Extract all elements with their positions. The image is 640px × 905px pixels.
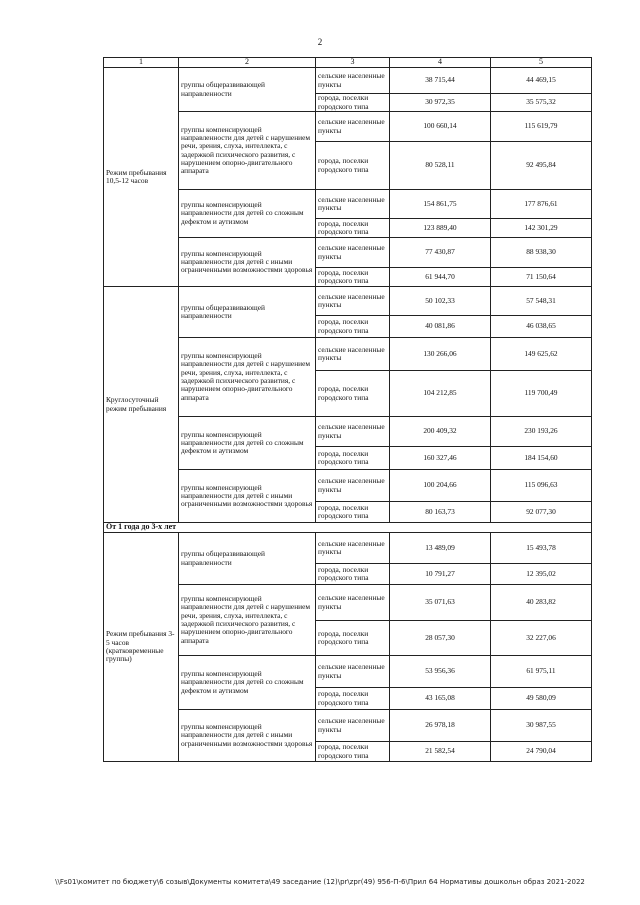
settlement-cell: сельские населенные пункты bbox=[316, 470, 390, 502]
value-cell: 104 212,85 bbox=[390, 371, 491, 417]
settlement-cell: сельские населенные пункты bbox=[316, 338, 390, 371]
settlement-cell: сельские населенные пункты bbox=[316, 585, 390, 621]
value-cell: 49 580,09 bbox=[491, 688, 592, 710]
value-cell: 40 081,86 bbox=[390, 316, 491, 338]
settlement-cell: города, поселки городского типа bbox=[316, 268, 390, 287]
value-cell: 149 625,62 bbox=[491, 338, 592, 371]
section-title: От 1 года до 3-х лет bbox=[104, 523, 592, 533]
value-cell: 77 430,87 bbox=[390, 238, 491, 268]
header-cell: 2 bbox=[179, 58, 316, 68]
value-cell: 44 469,15 bbox=[491, 68, 592, 94]
table-row bbox=[104, 68, 592, 94]
mode-cell: Круглосуточный режим пребывания bbox=[104, 287, 179, 523]
value-cell: 53 956,36 bbox=[390, 656, 491, 688]
group-cell: группы общеразвивающей направленности bbox=[179, 533, 316, 585]
value-cell: 80 163,73 bbox=[390, 502, 491, 523]
mode-cell: Режим пребывания 10,5-12 часов bbox=[104, 68, 179, 287]
settlement-cell: сельские населенные пункты bbox=[316, 112, 390, 142]
value-cell: 200 409,32 bbox=[390, 417, 491, 447]
value-cell: 13 489,09 bbox=[390, 533, 491, 564]
value-cell: 92 077,30 bbox=[491, 502, 592, 523]
header-cell: 4 bbox=[390, 58, 491, 68]
value-cell: 24 790,04 bbox=[491, 742, 592, 762]
value-cell: 100 660,14 bbox=[390, 112, 491, 142]
settlement-cell: города, поселки городского типа bbox=[316, 621, 390, 656]
settlement-cell: города, поселки городского типа bbox=[316, 316, 390, 338]
value-cell: 38 715,44 bbox=[390, 68, 491, 94]
value-cell: 177 876,61 bbox=[491, 190, 592, 219]
section-row bbox=[104, 523, 592, 533]
value-cell: 35 071,63 bbox=[390, 585, 491, 621]
value-cell: 184 154,60 bbox=[491, 447, 592, 470]
group-cell: группы компенсирующей направленности для детей с иными ограниченными возможностями здоровья bbox=[179, 470, 316, 523]
value-cell: 21 582,54 bbox=[390, 742, 491, 762]
value-cell: 130 266,06 bbox=[390, 338, 491, 371]
value-cell: 115 619,79 bbox=[491, 112, 592, 142]
value-cell: 142 301,29 bbox=[491, 219, 592, 238]
settlement-cell: города, поселки городского типа bbox=[316, 742, 390, 762]
value-cell: 15 493,78 bbox=[491, 533, 592, 564]
group-cell: группы компенсирующей направленности для детей со сложным дефектом и аутизмом bbox=[179, 656, 316, 710]
value-cell: 30 987,55 bbox=[491, 710, 592, 742]
settlement-cell: города, поселки городского типа bbox=[316, 371, 390, 417]
value-cell: 30 972,35 bbox=[390, 94, 491, 112]
value-cell: 154 861,75 bbox=[390, 190, 491, 219]
settlement-cell: города, поселки городского типа bbox=[316, 502, 390, 523]
group-cell: группы общеразвивающей направленности bbox=[179, 68, 316, 112]
settlement-cell: города, поселки городского типа bbox=[316, 219, 390, 238]
settlement-cell: сельские населенные пункты bbox=[316, 287, 390, 316]
value-cell: 71 150,64 bbox=[491, 268, 592, 287]
value-cell: 119 700,49 bbox=[491, 371, 592, 417]
value-cell: 230 193,26 bbox=[491, 417, 592, 447]
file-path-footer: \\Fs01\комитет по бюджету\6 созыв\Документы комитета\49 заседание (12)\pr\zpr(49) 956-П-6\Прил 64 Нормативы дошкольн образ 2021-2022 bbox=[55, 878, 585, 886]
settlement-cell: города, поселки городского типа bbox=[316, 94, 390, 112]
value-cell: 61 944,70 bbox=[390, 268, 491, 287]
value-cell: 40 283,82 bbox=[491, 585, 592, 621]
value-cell: 123 889,40 bbox=[390, 219, 491, 238]
value-cell: 160 327,46 bbox=[390, 447, 491, 470]
header-row bbox=[104, 58, 592, 68]
settlement-cell: сельские населенные пункты bbox=[316, 710, 390, 742]
table-row bbox=[104, 533, 592, 564]
group-cell: группы компенсирующей направленности для детей с нарушением речи, зрения, слуха, интеллекта, с задержкой психического развития, с нарушением опорно-двигательного аппарата bbox=[179, 338, 316, 417]
value-cell: 50 102,33 bbox=[390, 287, 491, 316]
settlement-cell: сельские населенные пункты bbox=[316, 533, 390, 564]
group-cell: группы компенсирующей направленности для детей с иными ограниченными возможностями здоровья bbox=[179, 710, 316, 762]
value-cell: 46 038,65 bbox=[491, 316, 592, 338]
group-cell: группы общеразвивающей направленности bbox=[179, 287, 316, 338]
settlement-cell: сельские населенные пункты bbox=[316, 656, 390, 688]
value-cell: 10 791,27 bbox=[390, 564, 491, 585]
page-number: 2 bbox=[317, 37, 323, 47]
group-cell: группы компенсирующей направленности для детей с иными ограниченными возможностями здоровья bbox=[179, 238, 316, 287]
value-cell: 12 395,02 bbox=[491, 564, 592, 585]
norms-table bbox=[103, 57, 592, 762]
settlement-cell: города, поселки городского типа bbox=[316, 564, 390, 585]
value-cell: 61 975,11 bbox=[491, 656, 592, 688]
group-cell: группы компенсирующей направленности для детей со сложным дефектом и аутизмом bbox=[179, 417, 316, 470]
settlement-cell: сельские населенные пункты bbox=[316, 417, 390, 447]
value-cell: 26 978,18 bbox=[390, 710, 491, 742]
value-cell: 28 057,30 bbox=[390, 621, 491, 656]
header-cell: 5 bbox=[491, 58, 592, 68]
settlement-cell: города, поселки городского типа bbox=[316, 688, 390, 710]
settlement-cell: сельские населенные пункты bbox=[316, 68, 390, 94]
value-cell: 57 548,31 bbox=[491, 287, 592, 316]
value-cell: 32 227,06 bbox=[491, 621, 592, 656]
value-cell: 88 938,30 bbox=[491, 238, 592, 268]
value-cell: 43 165,08 bbox=[390, 688, 491, 710]
value-cell: 115 096,63 bbox=[491, 470, 592, 502]
group-cell: группы компенсирующей направленности для детей с нарушением речи, зрения, слуха, интеллекта, с задержкой психического развития, с нарушением опорно-двигательного аппарата bbox=[179, 112, 316, 190]
group-cell: группы компенсирующей направленности для детей с нарушением речи, зрения, слуха, интеллекта, с задержкой психического развития, с нарушением опорно-двигательного аппарата bbox=[179, 585, 316, 656]
settlement-cell: сельские населенные пункты bbox=[316, 238, 390, 268]
value-cell: 35 575,32 bbox=[491, 94, 592, 112]
settlement-cell: сельские населенные пункты bbox=[316, 190, 390, 219]
header-cell: 3 bbox=[316, 58, 390, 68]
table-row bbox=[104, 287, 592, 316]
group-cell: группы компенсирующей направленности для детей со сложным дефектом и аутизмом bbox=[179, 190, 316, 238]
value-cell: 100 204,66 bbox=[390, 470, 491, 502]
value-cell: 92 495,84 bbox=[491, 142, 592, 190]
value-cell: 80 528,11 bbox=[390, 142, 491, 190]
mode-cell: Режим пребывания 3-5 часов (кратковременные группы) bbox=[104, 533, 179, 762]
header-cell: 1 bbox=[104, 58, 179, 68]
settlement-cell: города, поселки городского типа bbox=[316, 142, 390, 190]
settlement-cell: города, поселки городского типа bbox=[316, 447, 390, 470]
